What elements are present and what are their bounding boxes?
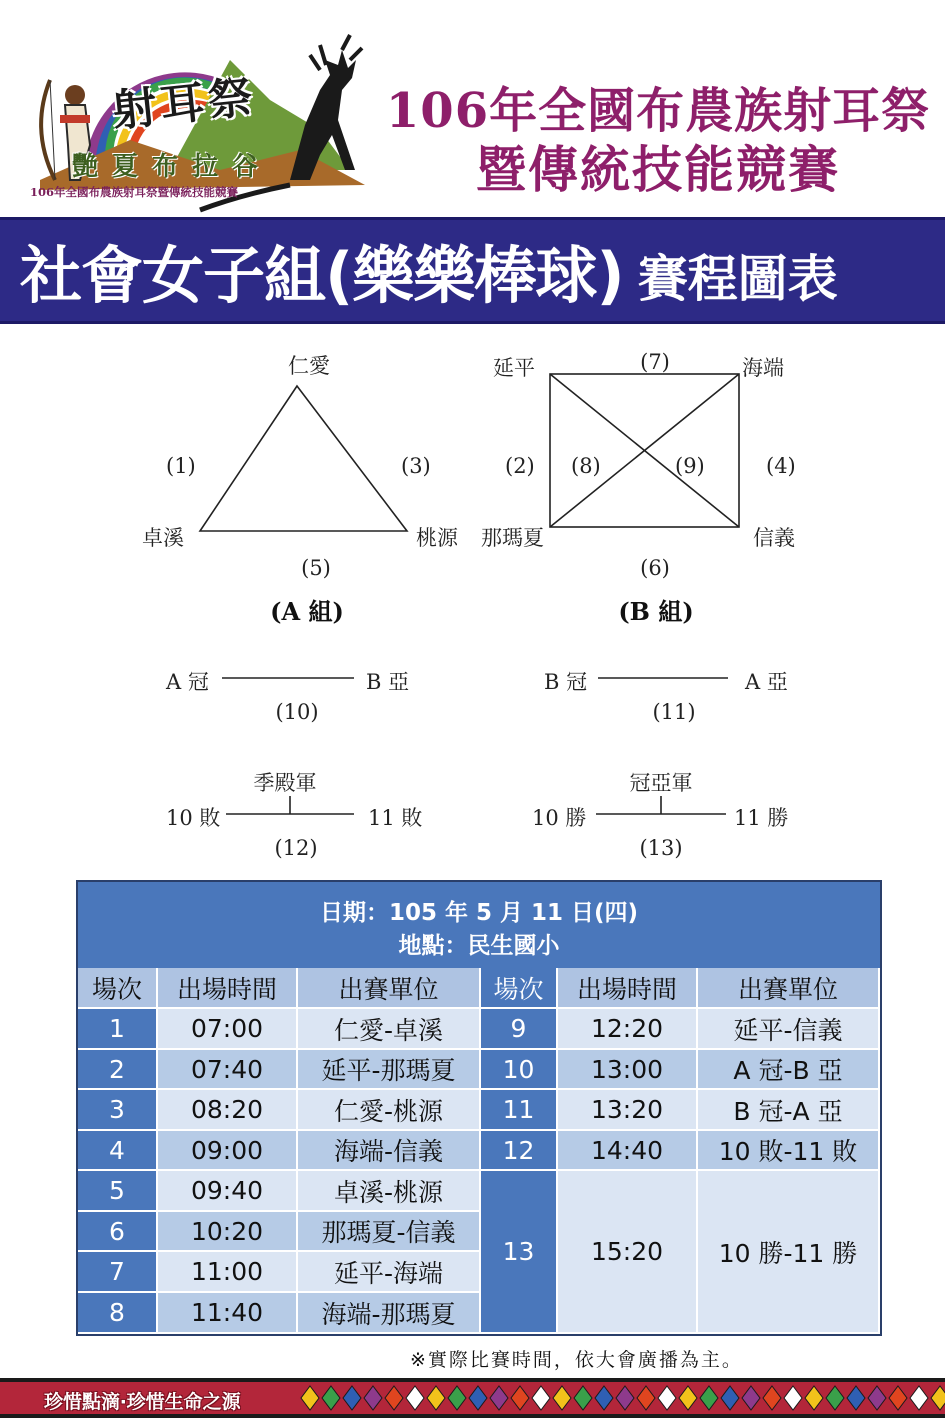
row-9-no: 9 — [481, 1009, 558, 1050]
group-a-team-left: 卓溪 — [142, 526, 184, 550]
row-8-no: 8 — [78, 1293, 158, 1334]
row-6-time: 10:20 — [158, 1212, 298, 1252]
row-10-teams: A 冠-B 亞 — [698, 1050, 880, 1090]
row-1-teams: 仁愛-卓溪 — [298, 1009, 481, 1050]
schedule-date: 日期：105 年 5 月 11 日(四) — [319, 900, 639, 926]
group-a-game-5: (5) — [301, 556, 331, 580]
game-13-number: (13) — [639, 836, 683, 860]
group-b-game-4: (4) — [766, 454, 796, 478]
game-10-number: (10) — [275, 700, 319, 724]
game-10-left: A 冠 — [166, 670, 209, 694]
game-11-right: A 亞 — [745, 670, 788, 694]
group-a-triangle — [200, 386, 407, 531]
schedule-header — [78, 882, 880, 966]
division-title: 社會女子組(樂樂棒球) — [20, 239, 624, 312]
row-2-teams: 延平-那瑪夏 — [298, 1050, 481, 1090]
row-6-no: 6 — [78, 1212, 158, 1252]
row-11-no: 11 — [481, 1090, 558, 1131]
header-time-right: 出場時間 — [558, 968, 698, 1009]
row-12-no: 12 — [481, 1131, 558, 1171]
row-3-teams: 仁愛-桃源 — [298, 1090, 481, 1131]
group-b-label: (B 組) — [618, 597, 694, 626]
footer-slogan: 珍惜點滴‧珍惜生命之源 — [44, 1391, 241, 1413]
row-10-no: 10 — [481, 1050, 558, 1090]
row-5-time: 09:40 — [158, 1171, 298, 1212]
schedule-note: ※實際比賽時間，依大會廣播為主。 — [410, 1349, 743, 1371]
header-teams-right: 出賽單位 — [698, 968, 880, 1009]
header-game-no-right: 場次 — [481, 968, 558, 1009]
group-b-game-9: (9) — [675, 454, 705, 478]
group-b-team-top-left: 延平 — [493, 356, 535, 380]
game-11-left: B 冠 — [544, 670, 588, 694]
game-10-right: B 亞 — [366, 670, 410, 694]
group-a-team-right: 桃源 — [416, 526, 458, 550]
row-7-time: 11:00 — [158, 1252, 298, 1293]
row-3-no: 3 — [78, 1090, 158, 1131]
event-title-line2: 暨傳統技能競賽 — [476, 140, 840, 199]
row-13-time: 15:20 — [558, 1171, 698, 1334]
row-13-teams: 10 勝-11 勝 — [698, 1171, 880, 1334]
game-11-number: (11) — [652, 700, 696, 724]
logo-caption: 106年全國布農族射耳祭暨傳統技能競賽 — [30, 185, 239, 199]
row-4-no: 4 — [78, 1131, 158, 1171]
group-a-team-top: 仁愛 — [288, 354, 330, 378]
row-9-time: 12:20 — [558, 1009, 698, 1050]
bracket-lines — [0, 330, 945, 870]
division-title-suffix: 賽程圖表 — [637, 249, 838, 308]
row-11-teams: B 冠-A 亞 — [698, 1090, 880, 1131]
row-12-teams: 10 敗-11 敗 — [698, 1131, 880, 1171]
row-8-teams: 海端-那瑪夏 — [298, 1293, 481, 1334]
game-12-number: (12) — [274, 836, 318, 860]
group-a-label: (A 組) — [270, 597, 344, 626]
division-banner — [0, 217, 945, 324]
logo-sub-text: 艷夏布拉谷 — [72, 152, 273, 182]
game-12-title: 季殿軍 — [253, 771, 317, 795]
row-7-teams: 延平-海端 — [298, 1252, 481, 1293]
row-2-no: 2 — [78, 1050, 158, 1090]
row-4-teams: 海端-信義 — [298, 1131, 481, 1171]
group-b-team-bottom-left: 那瑪夏 — [481, 526, 544, 550]
row-11-time: 13:20 — [558, 1090, 698, 1131]
row-3-time: 08:20 — [158, 1090, 298, 1131]
group-a-game-3: (3) — [401, 454, 431, 478]
game-12-right: 11 敗 — [368, 806, 423, 830]
game-13-right: 11 勝 — [734, 806, 789, 830]
row-8-time: 11:40 — [158, 1293, 298, 1334]
group-a-game-1: (1) — [166, 454, 196, 478]
header-game-no-left: 場次 — [78, 968, 158, 1009]
game-13-left: 10 勝 — [532, 806, 587, 830]
row-10-time: 13:00 — [558, 1050, 698, 1090]
group-b-team-top-right: 海端 — [742, 356, 784, 380]
schedule-venue: 地點：民生國小 — [398, 933, 560, 959]
row-5-no: 5 — [78, 1171, 158, 1212]
row-1-no: 1 — [78, 1009, 158, 1050]
row-12-time: 14:40 — [558, 1131, 698, 1171]
row-7-no: 7 — [78, 1252, 158, 1293]
group-b-game-8: (8) — [571, 454, 601, 478]
header-time-left: 出場時間 — [158, 968, 298, 1009]
row-6-teams: 那瑪夏-信義 — [298, 1212, 481, 1252]
group-b-game-6: (6) — [640, 556, 670, 580]
game-12-left: 10 敗 — [166, 806, 221, 830]
logo-main-text: 射耳祭 — [110, 71, 259, 138]
group-b-game-2: (2) — [505, 454, 535, 478]
row-2-time: 07:40 — [158, 1050, 298, 1090]
row-5-teams: 卓溪-桃源 — [298, 1171, 481, 1212]
group-b-game-7: (7) — [640, 350, 670, 374]
event-title-line1: 106年全國布農族射耳祭 — [385, 83, 931, 139]
row-9-teams: 延平-信義 — [698, 1009, 880, 1050]
schedule-table — [76, 880, 882, 1336]
bracket-diagram — [0, 330, 945, 870]
event-logo — [20, 20, 375, 220]
row-13-no: 13 — [481, 1171, 558, 1334]
row-1-time: 07:00 — [158, 1009, 298, 1050]
row-4-time: 09:00 — [158, 1131, 298, 1171]
game-13-title: 冠亞軍 — [629, 771, 693, 795]
group-b-team-bottom-right: 信義 — [753, 526, 795, 550]
header-teams-left: 出賽單位 — [298, 968, 481, 1009]
